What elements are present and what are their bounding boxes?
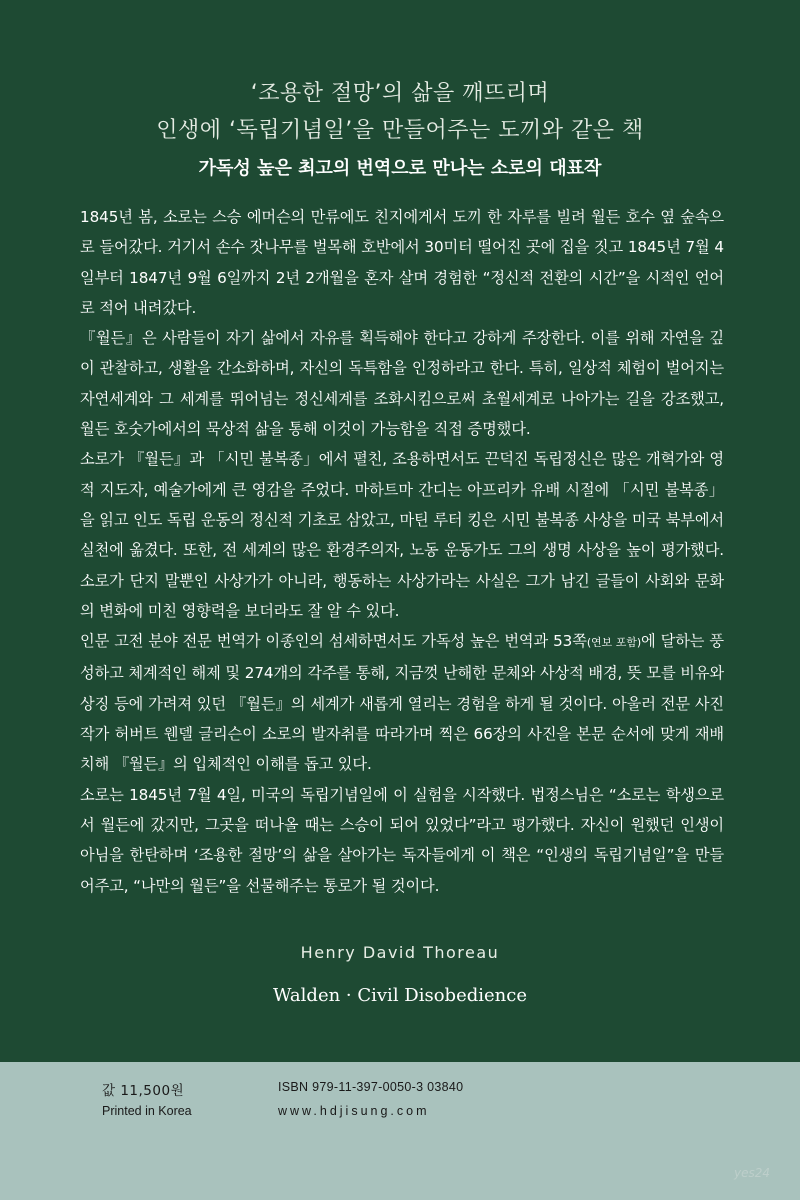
- author-name: Henry David Thoreau: [300, 943, 500, 962]
- printed-in-label: Printed in Korea: [102, 1104, 192, 1118]
- paragraph-4-rest: 에 달하는 풍성하고 체계적인 해제 및 274개의 각주를 통해, 지금껏 난해한 문체와 사상적 배경, 뜻 모를 비유와 상징 등에 가려져 있던 『월든』의 세계가 새롭게 열리는 경험을 하게 될 것이다. 아울러 전문 사진작가 허버트 웬델 글리슨이 소로의 발자취를 따라가며 찍은 66장의 사진을 본문 순서에 맞게 재배치해 『월든』의 입체적인 이해를 돕고 있다.: [80, 632, 724, 774]
- barcode-area: [520, 1072, 720, 1162]
- paragraph-4: [80, 626, 724, 779]
- paragraph-4-start: 인문 고전 분야 전문 번역가 이종인의 섬세하면서도 가독성 높은 번역과 53쪽: [80, 632, 587, 651]
- chronology-note: (연보 포함): [586, 636, 642, 650]
- paragraph-2: 『월든』은 사람들이 자기 삶에서 자유를 획득해야 한다고 강하게 주장한다. 이를 위해 자연을 깊이 관찰하고, 생활을 간소화하며, 자신의 독특함을 인정하라고 한다. 특히, 일상적 체험이 벌어지는 자연세계와 그 세계를 뛰어넘는 정신세계를 조화시킴으로써 초월세계로 나아가는 길을 강조했고, 월든 호숫가에서의 묵상적 삶을 통해 이것이 가능함을 직접 증명했다.: [80, 329, 724, 439]
- price-label: 값 11,500원: [102, 1083, 185, 1099]
- subheadline: 가독성 높은 최고의 번역으로 만나는 소로의 대표작: [198, 158, 602, 179]
- description-text: [80, 202, 724, 901]
- paragraph-5: 소로는 1845년 7월 4일, 미국의 독립기념일에 이 실험을 시작했다. 법정스님은 “소로는 학생으로서 월든에 갔지만, 그곳을 떠나올 때는 스승이 되어 있었다”라고 평가했다. 자신이 원했던 인생이 아님을 한탄하며 ‘조용한 절망’의 삶을 살아가는 독자들에게 이 책은 “인생의 독립기념일”을 만들어주고, “나만의 월든”을 선물해주는 통로가 될 것이다.: [80, 785, 724, 895]
- watermark: yes24: [734, 1166, 771, 1180]
- paragraph-1: 1845년 봄, 소로는 스승 에머슨의 만류에도 친지에게서 도끼 한 자루를 빌려 월든 호수 옆 숲속으로 들어갔다. 거기서 손수 잣나무를 벌목해 호반에서 30미터 떨어진 곳에 집을 짓고 1845년 7월 4일부터 1847년 9월 6일까지 2년 2개월을 혼자 살며 경험한 “정신적 전환의 시간”을 시적인 언어로 적어 내려갔다.: [80, 208, 724, 317]
- paragraph-3: 소로가 『월든』과 「시민 불복종」에서 펼친, 조용하면서도 끈덕진 독립정신은 많은 개혁가와 영적 지도자, 예술가에게 큰 영감을 주었다. 마하트마 간디는 아프리카 유배 시절에 「시민 불복종」을 읽고 인도 독립 운동의 정신적 기초로 삼았고, 마틴 루터 킹은 시민 불복종 사상을 미국 북부에서 실천에 옮겼다. 또한, 전 세계의 많은 환경주의자, 노동 운동가도 그의 생명 사상을 높이 평가했다. 소로가 단지 말뿐인 사상가가 아니라, 행동하는 사상가라는 사실은 그가 남긴 글들이 사회와 문화의 변화에 미친 영향력을 보더라도 잘 알 수 있다.: [80, 450, 724, 620]
- website-link[interactable]: www.hdjisung.com: [278, 1104, 430, 1118]
- headline-line-2: 인생에 ‘독립기념일’을 만들어주는 도끼와 같은 책: [156, 118, 644, 143]
- works-title: Walden · Civil Disobedience: [273, 985, 527, 1006]
- headline-line-1: ‘조용한 절망’의 삶을 깨뜨리며: [250, 81, 550, 106]
- isbn-label: ISBN 979-11-397-0050-3 03840: [278, 1080, 464, 1094]
